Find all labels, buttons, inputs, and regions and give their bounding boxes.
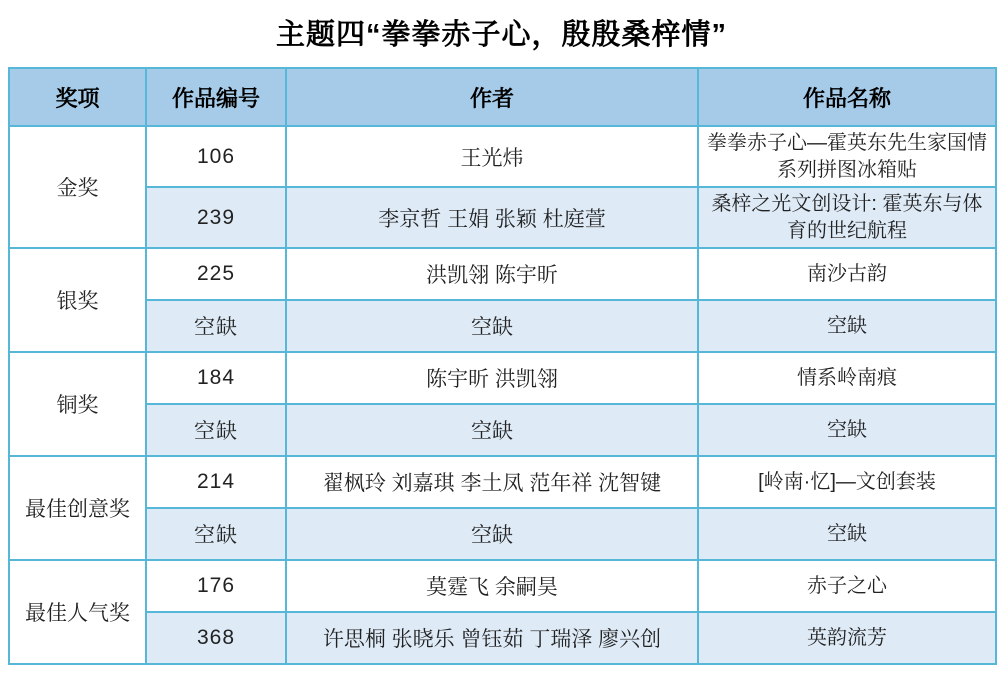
table-row: [9, 612, 996, 664]
authors-cell: 空缺: [286, 404, 698, 456]
table-row: [9, 248, 996, 300]
work-cell: 拳拳赤子心—霍英东先生家国情系列拼图冰箱贴: [698, 126, 996, 187]
table-row: [9, 560, 996, 612]
code-cell: 106: [146, 126, 286, 187]
award-cell: 最佳创意奖: [9, 456, 146, 560]
work-cell: 南沙古韵: [698, 248, 996, 300]
table-row: [9, 508, 996, 560]
table-row: [9, 404, 996, 456]
table-row: [9, 300, 996, 352]
code-cell: 225: [146, 248, 286, 300]
awards-table: [8, 67, 997, 665]
authors-cell: 翟枫玲 刘嘉琪 李土凤 范年祥 沈智键: [286, 456, 698, 508]
authors-cell: 王光炜: [286, 126, 698, 187]
authors-cell: 空缺: [286, 300, 698, 352]
code-cell: 空缺: [146, 300, 286, 352]
work-cell: 英韵流芳: [698, 612, 996, 664]
award-cell: 银奖: [9, 248, 146, 352]
authors-cell: 莫霆飞 余嗣昊: [286, 560, 698, 612]
header-row: [9, 68, 996, 126]
work-cell: 桑梓之光文创设计: 霍英东与体育的世纪航程: [698, 187, 996, 248]
authors-cell: 空缺: [286, 508, 698, 560]
code-cell: 空缺: [146, 404, 286, 456]
code-cell: 空缺: [146, 508, 286, 560]
award-cell: 铜奖: [9, 352, 146, 456]
column-header-authors: 作者: [286, 68, 698, 126]
code-cell: 368: [146, 612, 286, 664]
award-cell: 金奖: [9, 126, 146, 248]
authors-cell: 许思桐 张晓乐 曾钰茹 丁瑞泽 廖兴创: [286, 612, 698, 664]
column-header-code: 作品编号: [146, 68, 286, 126]
authors-cell: 洪凯翎 陈宇昕: [286, 248, 698, 300]
page-title: 主题四“拳拳赤子心，殷殷桑梓情”: [275, 19, 727, 51]
table-row: [9, 126, 996, 187]
table-row: [9, 187, 996, 248]
work-cell: 空缺: [698, 508, 996, 560]
table-row: [9, 352, 996, 404]
work-cell: 赤子之心: [698, 560, 996, 612]
code-cell: 214: [146, 456, 286, 508]
code-cell: 184: [146, 352, 286, 404]
authors-cell: 陈宇昕 洪凯翎: [286, 352, 698, 404]
code-cell: 176: [146, 560, 286, 612]
work-cell: 空缺: [698, 404, 996, 456]
work-cell: [岭南·忆]—文创套装: [698, 456, 996, 508]
table-row: [9, 456, 996, 508]
column-header-work: 作品名称: [698, 68, 996, 126]
authors-cell: 李京哲 王娟 张颖 杜庭萱: [286, 187, 698, 248]
work-cell: 空缺: [698, 300, 996, 352]
work-cell: 情系岭南痕: [698, 352, 996, 404]
code-cell: 239: [146, 187, 286, 248]
award-cell: 最佳人气奖: [9, 560, 146, 664]
column-header-award: 奖项: [9, 68, 146, 126]
